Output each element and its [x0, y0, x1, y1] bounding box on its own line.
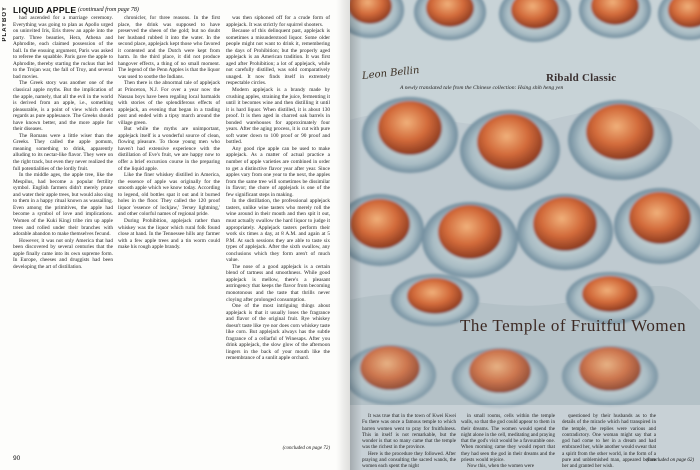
paragraph: But while the myths are unimportant, applejack itself is a wonderful source of clean, flowing pleasure. To those young men who haven't had extensive experience with the distillation of Eve's fruit, we are happy now to offer a brief excursion course in the preparing of the liquid apple.	[118, 126, 220, 172]
story-column-1	[362, 413, 456, 470]
right-page	[350, 0, 700, 470]
paragraph: The Romans were a little wiser than the Greeks. They called the apple pomum, meaning something to drink, apparently alluding to its nectar-like flavor. They were on the right track, but even they never realized the full potentialities of the lordly fruit.	[13, 132, 113, 172]
article-column-3	[226, 15, 330, 362]
gutter-shadow	[336, 0, 350, 470]
page-number: 90	[13, 455, 21, 462]
paragraph: in small rooms, cells within the temple walls, so that the god could appear to them in their dreams. The women would spend the night alone in the cell, meditating and praying that the god's visit would be a favourable one. When morning came they would report that they had seen the god in their dreams and the priests would rejoice.	[461, 413, 555, 464]
article-column-2	[118, 15, 220, 251]
paragraph: Here is the procedure they followed. After praying and consulting the sacred wands, the women each spent the night	[362, 450, 456, 470]
series-label: Ribald Classic	[546, 72, 617, 84]
continued-from-note: (continued from page 78)	[78, 7, 139, 13]
article-subtitle: A newly translated tale from the Chinese collection: Hsing shih heng yen	[400, 85, 564, 91]
paragraph: Because of this delinquent past, applejack is sometimes a misunderstood liquor. Some older people might not want to drink it, remembering the days of Prohibition; but the properly aged applejack is an American tradition. It was first aged after Prohibition; a lot of applejack, while not carefully distilled, was sold comparatively unaged. It now finds itself in extremely respectable circles.	[226, 28, 330, 87]
paragraph: During Prohibition, applejack rather than whiskey was the liquor which rural folk found close at hand. In the Tennessee hills any farmer with a few apple trees and a tin worm could make his rough apple brandy.	[118, 217, 220, 251]
paragraph: Then there is the abnormal tale of applejack at Princeton, N.J. For over a year now the Nassau boys have been regaling local barmaids with stories of the splendiferous effects of applejack, an evening that began in a trading post and ended with a tipsy march around the village green.	[118, 80, 220, 126]
concluded-note: (concluded on page 72)	[282, 446, 330, 451]
paragraph: had ascended for a marriage ceremony. Everything was going to plan as Apollo urged on uninvited Iris, Eris threw an apple into the party. Three beauties, Hera, Athena and Aphrodite, each claimed possession of the ball. In the ensuing argument, Paris was asked to referee the squabble. Paris gave the apple to Aphrodite, thereby starting the ruckus that led to the Trojan war, the fall of Troy, and several bad movies.	[13, 15, 113, 80]
paragraph: was then siphoned off for a crude form of applejack. It was strictly for squirrel shooters.	[226, 15, 330, 28]
story-column-2	[461, 413, 555, 470]
paragraph: The nose of a good applejack is a certain blend of tartness and smoothness. While good applejack is mellow, there's a pleasant astringency that keeps the flavor from becoming monotonous and the taste that thrills never cloying after prolonged consumption.	[226, 263, 330, 303]
gutter-shadow	[350, 0, 362, 470]
paragraph: chronicler, for three reasons. In the first place, the drink was supposed to have preserved the sheen of the gold; but no doubt her husband rubbed it into the water. In the second place, applejack kept those who favored it contented and the Dutch were kept from harm. In the third place, it did not produce hangover effects, a thing of no small moment. The legend of the Penn Apples is that the liquor was used to soothe the Indians.	[118, 15, 220, 80]
paragraph: The Greek story was another one of the classical apple myths. But the implication of the apple, namely, that all the evil in the world is derived from an apple, i.e., something pleasurable, is a point of view which others regards as pure applesauce. The Greeks should have known better, and the more apple for their diseases.	[13, 80, 113, 133]
article-title-large: The Temple of Fruitful Women	[460, 316, 687, 335]
peach-bottom-row	[350, 345, 658, 408]
paragraph: In the distillation, the professional applejack tasters, unlike wine tasters who merely roll the wine around in their mouth and then spit it out, must actually swallow the hard liquor to judge it appropriately. Applejack tasters perform their work six times a day, at 8 A.M. and again at 5 P.M. At such sessions they are able to taste six types of applejack. After the sixth swallow, any conclusions which they form aren't of much value.	[226, 198, 330, 264]
concluded-note: (concluded on page 62)	[646, 458, 694, 463]
artist-signature: Leon Bellin	[361, 65, 420, 82]
paragraph: questioned by their husbands as to the details of the miracle which had transpired in the temple, the replies were various and contradictory. One woman might say that a god had come to her in a dream and had embraced her, while another would swear that a spirit from the other world, in the form of a pure and unblemished man, appeared before her and granted her wish.	[562, 413, 656, 470]
article-column-1	[13, 15, 113, 270]
paragraph: It was true that in the town of Kwei Kwei Fu there was once a famous temple to which barren women went to pray for fruitfulness. This in itself is not remarkable, but the wonder is that so many came that the temple was the richest in the province.	[362, 413, 456, 451]
paragraph: In the middle ages, the apple tree, like the Mespilus, had become a popular fertility symbol. English farmers didn't merely prune and water their apple trees, but would also sing to them in a happy ritual known as wassailing. Even among the primitives, the apple had become a symbol of love and implications. Women of the Kuki Kingi tribe rim up apple trees and rolled under their branches with adorable abandon to make themselves fecund.	[13, 172, 113, 238]
paragraph: Modern applejack is a brandy made by crushing apples, straining the juice, fermenting it until it becomes wine and then distilling it until it is hard liquor. When distilled, it is about 130 proof. It is then aged in charred oak barrels in bonded warehouses for approximately four years. After the aging process, it is cut with pure soft water down to 100 proof or 90 proof and bottled.	[226, 87, 330, 146]
magazine-name-vertical: PLAYBOY	[2, 6, 8, 42]
story-column-3	[562, 413, 656, 470]
article-title: LIQUID APPLE	[13, 5, 77, 15]
paragraph: Like the finer whiskey distilled in America, the essence of apple was originally for the smooth apple which we know today. According to legend, old bottles spat it out and it burned holes in the floor. They called the 120 proof liquor 'essence of lockjaw,' 'Jersey lightning,' and other colorful names of regional pride.	[118, 172, 220, 218]
paragraph: However, it was not only America that had been discovered by several centuries that the apple finally came into its own supreme form. In Europe, cheeses and druggists had been developing the art of distillation.	[13, 237, 113, 270]
paragraph: Now this, when the women were	[467, 463, 535, 470]
paragraph: Any good ripe apple can be used to make applejack. As a matter of actual practice a number of apple varieties are combined in order to get a distinctive flavor year after year. Since apples vary from one year to the next, the apples from the same tree will sometimes be dissimilar in flavor; the chore of applejack is one of the few significant steps in making.	[226, 145, 330, 198]
paragraph: One of the most intriguing things about applejack is that it usually loses the fragrance and flavor of the original fruit. Rye whiskey doesn't taste like rye nor does corn whiskey taste like corn. But applejack always has the subtle fragrance of a cellarful of Winesaps. After you drink applejack, the slow glow of the afternoon lingers in the back of your mouth like the remembrance of a sunlit apple orchard.	[226, 303, 330, 362]
